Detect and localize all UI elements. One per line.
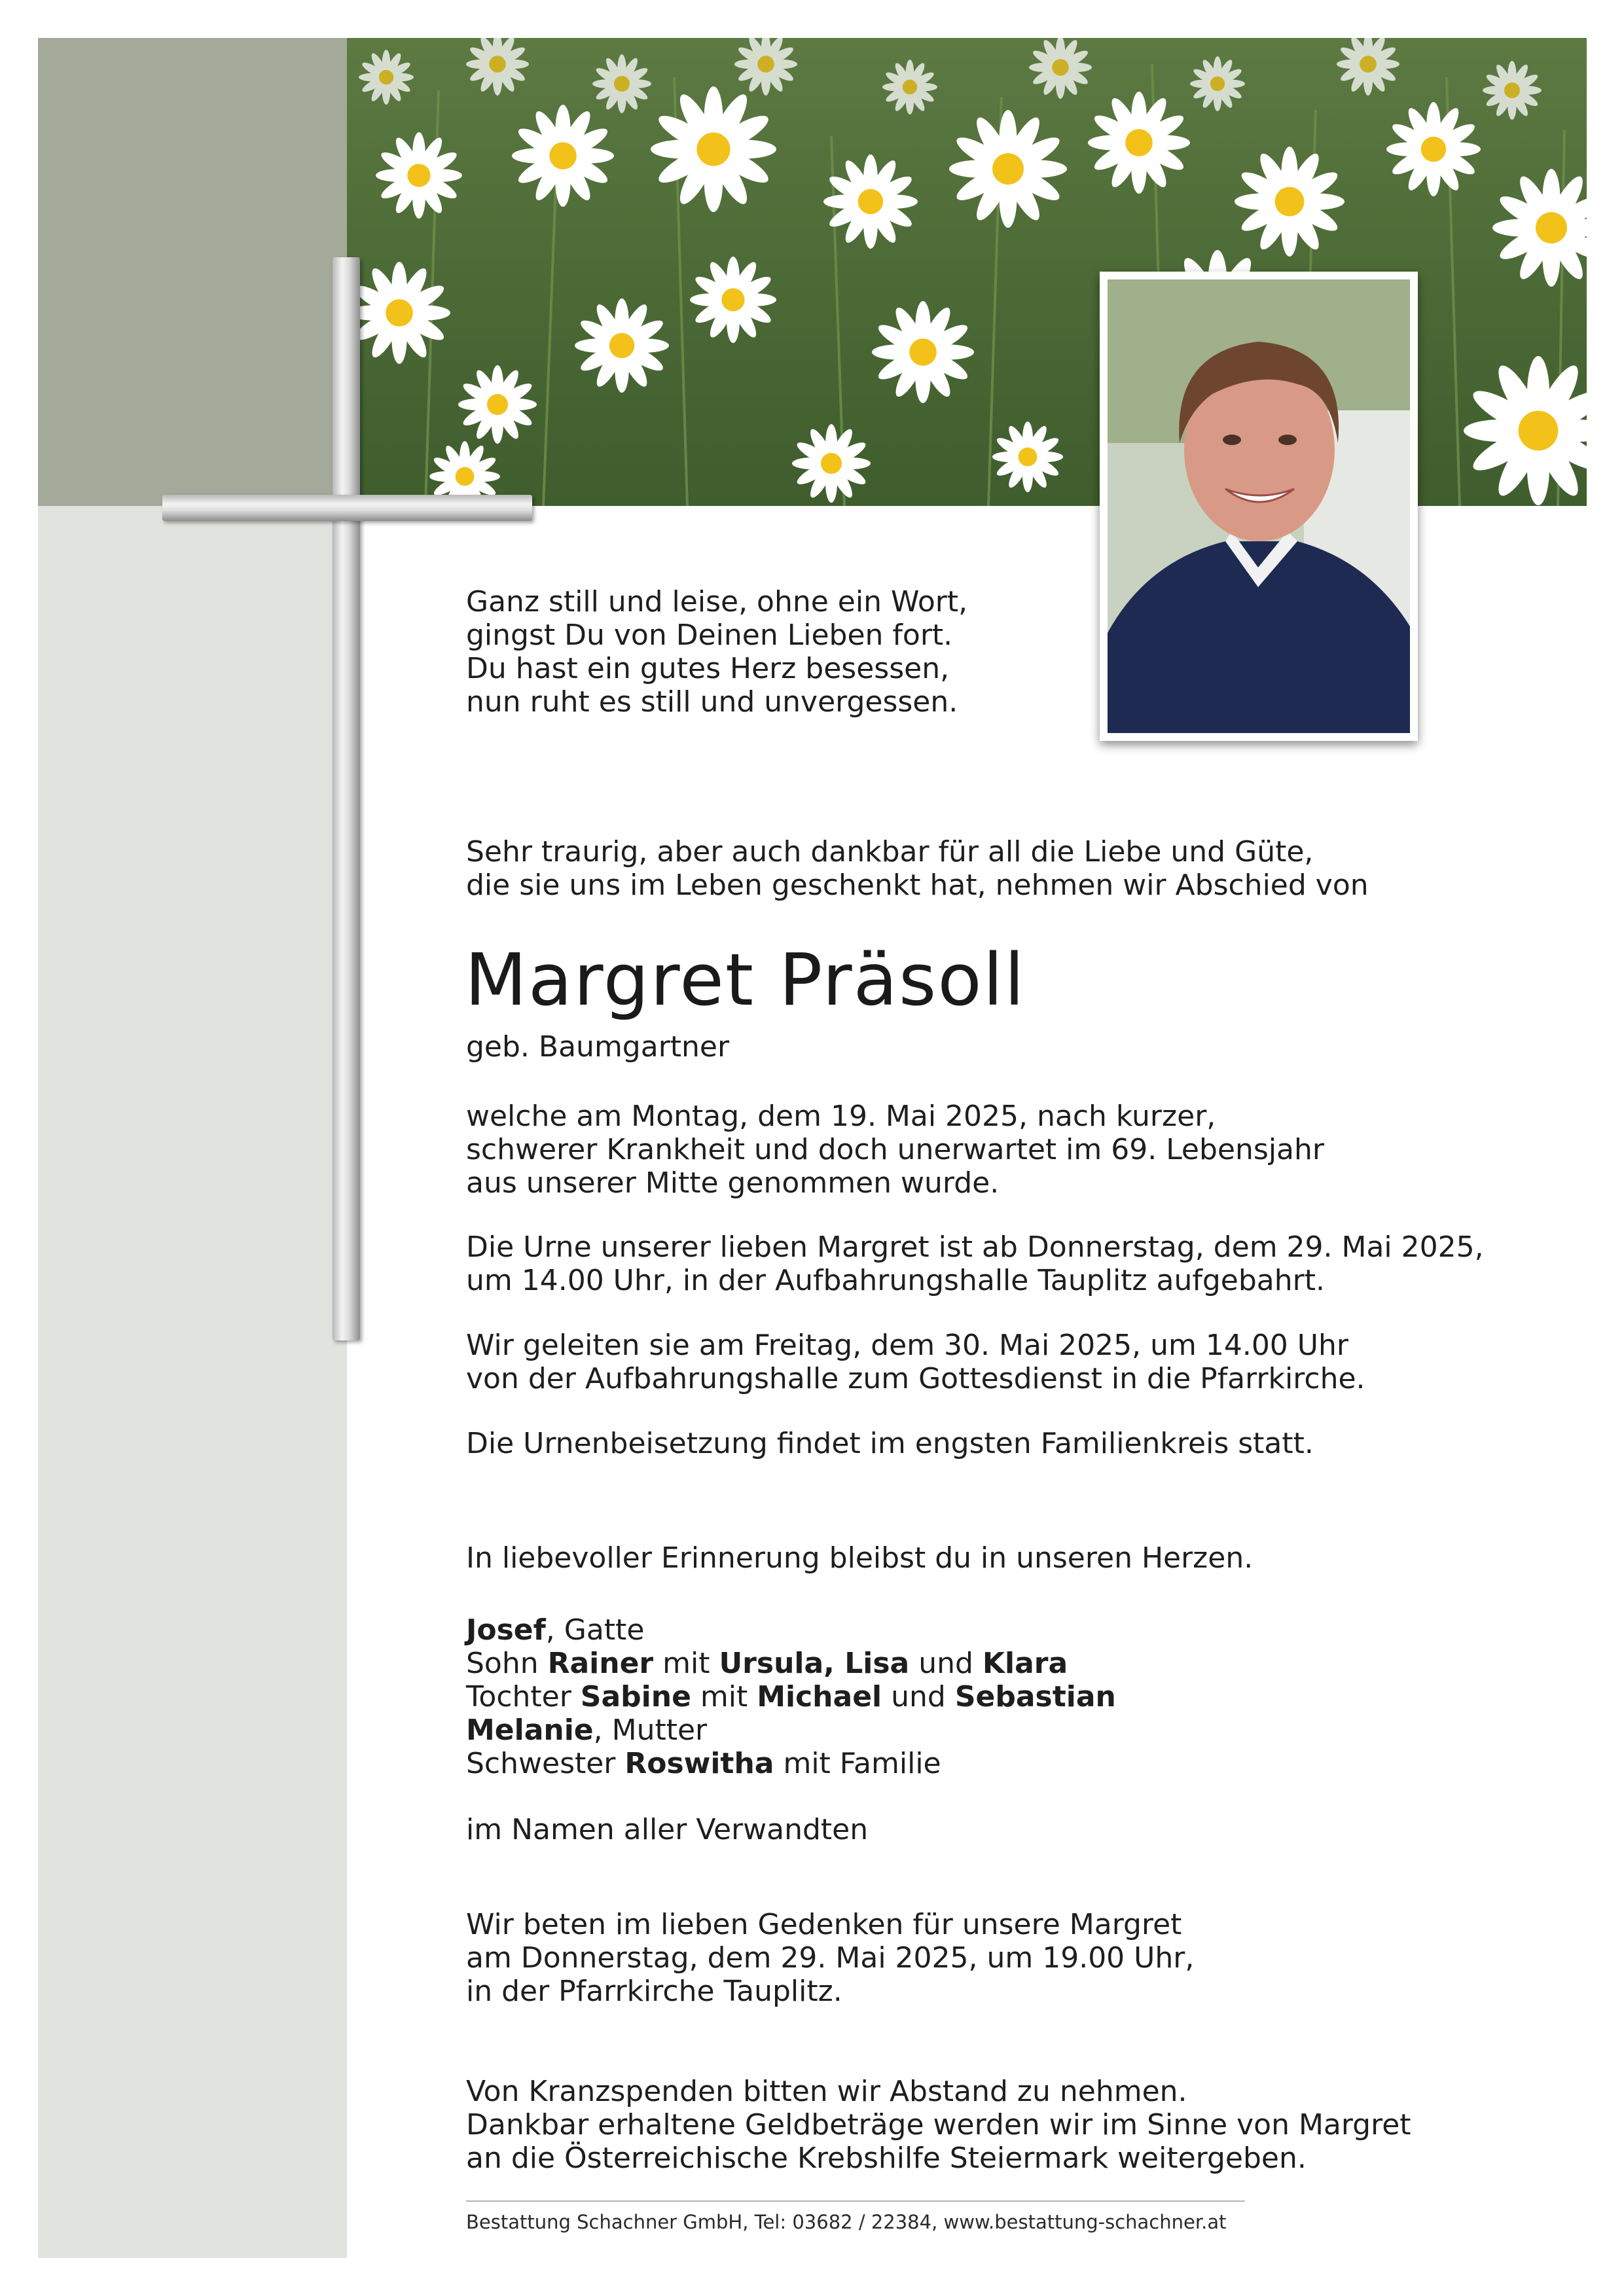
urn-burial-notice: Die Urnenbeisetzung findet im engsten Familienkreis statt.	[466, 1427, 1314, 1460]
mourner-line-daughter: Tochter Sabine mit Michael und Sebastian	[466, 1680, 1116, 1713]
mourner-line-sister: Schwester Roswitha mit Familie	[466, 1747, 941, 1780]
footer-divider	[466, 2200, 1245, 2202]
relatives-line: im Namen aller Verwandten	[466, 1813, 869, 1846]
mourner-line-mother: Melanie, Mutter	[466, 1713, 708, 1747]
prayer-notice: Wir beten im lieben Gedenken für unsere Margret am Donnerstag, dem 29. Mai 2025, um 19.00 Uhr, in der Pfarrkirche Tauplitz.	[466, 1908, 1195, 2008]
farewell-intro: Sehr traurig, aber auch dankbar für all die Liebe und Güte, die sie uns im Leben geschenkt hat, nehmen wir Abschied von	[466, 835, 1369, 902]
mourners-list	[466, 1613, 1116, 1780]
deceased-portrait-photo	[1100, 272, 1418, 741]
cross-horizontal-beam	[162, 495, 532, 521]
sidebar-top-panel	[38, 38, 347, 506]
deceased-name: Margret Präsoll	[465, 938, 1026, 1022]
death-notice: welche am Montag, dem 19. Mai 2025, nach kurzer, schwerer Krankheit und doch unerwartet im 69. Lebensjahr aus unserer Mitte genommen wurde.	[466, 1100, 1324, 1200]
memorial-poem: Ganz still und leise, ohne ein Wort, gingst Du von Deinen Lieben fort. Du hast ein gutes Herz besessen, nun ruht es still und unvergessen.	[466, 585, 968, 719]
memory-line: In liebevoller Erinnerung bleibst du in unseren Herzen.	[466, 1541, 1254, 1575]
maiden-name: geb. Baumgartner	[466, 1030, 730, 1064]
urn-viewing-notice: Die Urne unserer lieben Margret ist ab Donnerstag, dem 29. Mai 2025, um 14.00 Uhr, in der Aufbahrungshalle Tauplitz aufgebahrt.	[466, 1230, 1484, 1297]
funeral-home-footer: Bestattung Schachner GmbH, Tel: 03682 / 22384, www.bestattung-schachner.at	[466, 2211, 1227, 2233]
cross-vertical-beam	[333, 257, 360, 1340]
mourner-line-husband: Josef, Gatte	[466, 1613, 645, 1647]
mourner-line-son: Sohn Rainer mit Ursula, Lisa und Klara	[466, 1647, 1068, 1680]
donation-notice: Von Kranzspenden bitten wir Abstand zu nehmen. Dankbar erhaltene Geldbeträge werden wir im Sinne von Margret an die Österreichische Krebshilfe Steiermark weitergeben.	[466, 2075, 1411, 2175]
funeral-escort-notice: Wir geleiten sie am Freitag, dem 30. Mai 2025, um 14.00 Uhr von der Aufbahrungshalle zum Gottesdienst in die Pfarrkirche.	[466, 1329, 1365, 1395]
sidebar-bottom-panel	[38, 506, 347, 2258]
